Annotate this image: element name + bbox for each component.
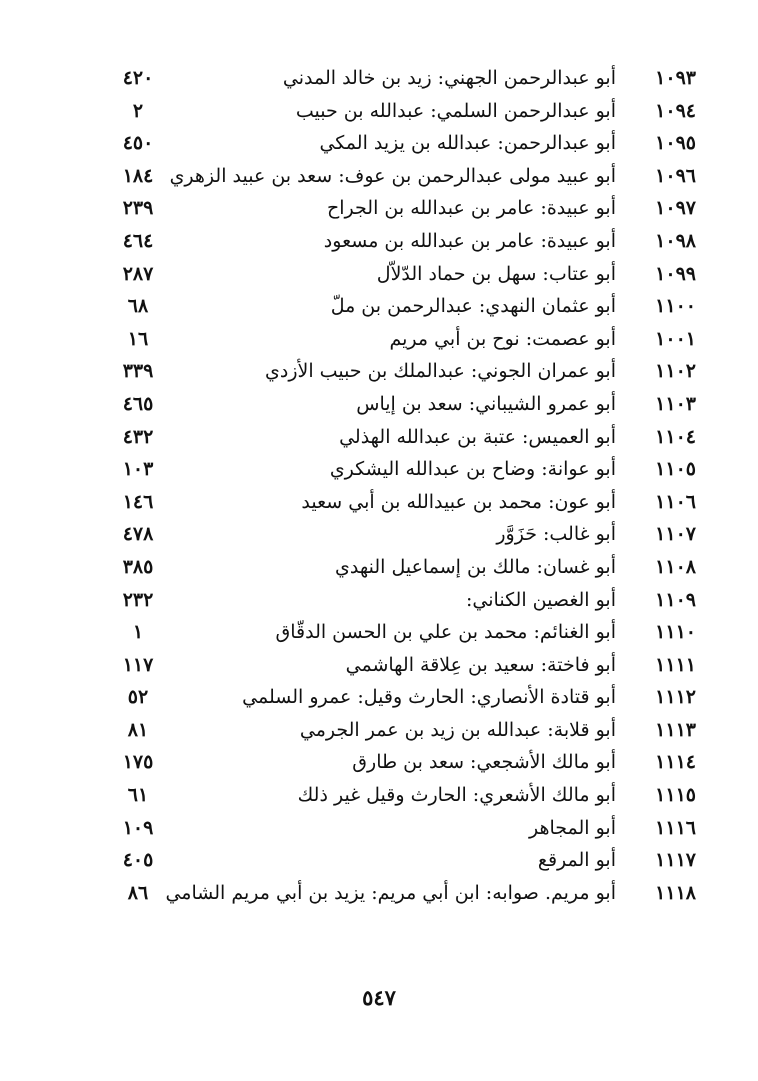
entry-number: ١١٠٢ xyxy=(655,360,696,383)
index-row xyxy=(0,225,758,258)
index-row xyxy=(0,746,758,779)
page-number: ٥٤٧ xyxy=(362,985,396,1010)
index-row xyxy=(0,323,758,356)
index-row xyxy=(0,584,758,617)
entry-number: ١٠٩٣ xyxy=(655,67,696,89)
page-reference: ٤٦٥ xyxy=(122,392,154,415)
page-reference: ١٦ xyxy=(127,327,149,350)
entry-number: ١١١٦ xyxy=(655,816,696,839)
entry-number: ١٠٩٨ xyxy=(655,229,696,252)
entry-number: ١١٠٨ xyxy=(655,555,696,578)
index-row xyxy=(0,355,758,388)
entry-number: ١١٠٤ xyxy=(655,425,696,448)
entry-text: أبو عبدالرحمن الجهني: زيد بن خالد المدني xyxy=(282,67,616,89)
index-row xyxy=(0,812,758,845)
index-row xyxy=(0,388,758,421)
entry-number: ١١١٥ xyxy=(655,784,696,807)
index-row xyxy=(0,127,758,160)
index-row xyxy=(0,779,758,812)
entry-text: أبو العميس: عتبة بن عبدالله الهذلي xyxy=(339,425,616,448)
entry-number: ١١١٠ xyxy=(655,621,696,644)
page-reference: ٤٢٠ xyxy=(122,67,154,89)
page-reference: ٢٣٢ xyxy=(122,588,154,611)
page-reference: ٤٥٠ xyxy=(122,132,154,155)
entry-number: ١١١١ xyxy=(655,653,696,676)
index-row xyxy=(0,844,758,877)
entry-text: أبو مريم. صوابه: ابن أبي مريم: يزيد بن أبي مريم الشامي xyxy=(165,881,616,904)
index-row xyxy=(0,95,758,128)
entry-number: ١٠٩٥ xyxy=(655,132,696,155)
entry-text: أبو غالب: حَزَوَّر xyxy=(496,523,616,546)
entry-text: أبو مالك الأشعري: الحارث وقيل غير ذلك xyxy=(297,784,616,807)
entry-number: ١٠٠١ xyxy=(655,327,696,350)
page-reference: ١٧٥ xyxy=(122,751,154,774)
entry-number: ١١٠٣ xyxy=(655,392,696,415)
entry-text: أبو عون: محمد بن عبيدالله بن أبي سعيد xyxy=(301,490,616,513)
entry-text: أبو المرقع xyxy=(537,849,616,872)
entry-number: ١٠٩٩ xyxy=(655,262,696,285)
page-reference: ١١٧ xyxy=(122,653,154,676)
entry-number: ١١١٢ xyxy=(655,686,696,709)
page-reference: ٤٦٤ xyxy=(122,229,154,252)
entry-text: أبو فاختة: سعيد بن عِلاقة الهاشمي xyxy=(345,653,616,676)
entry-number: ١١١٨ xyxy=(655,881,696,904)
entry-text: أبو عمران الجوني: عبدالملك بن حبيب الأزدي xyxy=(265,360,616,383)
entry-number: ١١٠٩ xyxy=(655,588,696,611)
index-row xyxy=(0,551,758,584)
page-reference: ١ xyxy=(132,621,144,644)
index-row xyxy=(0,421,758,454)
index-row xyxy=(0,453,758,486)
index-row xyxy=(0,486,758,519)
entry-text: أبو عبدالرحمن السلمي: عبدالله بن حبيب xyxy=(295,99,616,122)
entry-text: أبو مالك الأشجعي: سعد بن طارق xyxy=(352,751,616,774)
entry-text: أبو الغصين الكناني: xyxy=(466,588,616,611)
page-reference: ٥٢ xyxy=(127,686,149,709)
page-reference: ١٤٦ xyxy=(122,490,154,513)
entry-text: أبو عبيدة: عامر بن عبدالله بن مسعود xyxy=(323,229,616,252)
entry-text: أبو عتاب: سهل بن حماد الدّلاّل xyxy=(376,262,616,285)
index-row xyxy=(0,681,758,714)
index-row xyxy=(0,616,758,649)
index-row xyxy=(0,290,758,323)
page-reference: ٤٧٨ xyxy=(122,523,154,546)
entry-text: أبو عثمان النهدي: عبدالرحمن بن ملّ xyxy=(330,295,616,318)
entry-text: أبو عبدالرحمن: عبدالله بن يزيد المكي xyxy=(319,132,616,155)
entry-text: أبو عمرو الشيباني: سعد بن إياس xyxy=(356,392,616,415)
page-reference: ١٠٩ xyxy=(122,816,154,839)
entry-text: أبو عوانة: وضاح بن عبدالله اليشكري xyxy=(329,458,616,481)
page-reference: ٤٣٢ xyxy=(122,425,154,448)
page-reference: ٢٨٧ xyxy=(122,262,154,285)
page-reference: ٣٨٥ xyxy=(122,555,154,578)
entry-number: ١١٠٠ xyxy=(655,295,696,318)
index-row xyxy=(0,160,758,193)
entry-text: أبو عبيد مولى عبدالرحمن بن عوف: سعد بن عبيد الزهري xyxy=(169,164,616,187)
entry-number: ١٠٩٧ xyxy=(655,197,696,220)
page-reference: ٢٣٩ xyxy=(122,197,154,220)
entry-number: ١٠٩٤ xyxy=(655,99,696,122)
name-index-list xyxy=(0,62,758,909)
entry-text: أبو المجاهر xyxy=(528,816,616,839)
index-row xyxy=(0,649,758,682)
index-row xyxy=(0,518,758,551)
entry-text: أبو عبيدة: عامر بن عبدالله بن الجراح xyxy=(327,197,616,220)
entry-number: ١٠٩٦ xyxy=(655,164,696,187)
entry-number: ١١١٧ xyxy=(655,849,696,872)
index-row xyxy=(0,62,758,95)
page-reference: ١٠٣ xyxy=(122,458,154,481)
page-reference: ٣٣٩ xyxy=(122,360,154,383)
entry-number: ١١٠٧ xyxy=(655,523,696,546)
entry-text: أبو غسان: مالك بن إسماعيل النهدي xyxy=(335,555,616,578)
page-reference: ٤٠٥ xyxy=(122,849,154,872)
entry-number: ١١٠٦ xyxy=(655,490,696,513)
page-reference: ٦١ xyxy=(127,784,149,807)
entry-text: أبو قتادة الأنصاري: الحارث وقيل: عمرو السلمي xyxy=(242,686,616,709)
entry-number: ١١٠٥ xyxy=(655,458,696,481)
entry-number: ١١١٤ xyxy=(655,751,696,774)
entry-text: أبو عصمت: نوح بن أبي مريم xyxy=(389,327,616,350)
page-reference: ١٨٤ xyxy=(122,164,154,187)
page-reference: ٦٨ xyxy=(127,295,149,318)
entry-text: أبو قلابة: عبدالله بن زيد بن عمر الجرمي xyxy=(299,718,616,741)
page-reference: ٨١ xyxy=(127,718,149,741)
index-row xyxy=(0,877,758,910)
index-row xyxy=(0,258,758,291)
index-row xyxy=(0,192,758,225)
page-reference: ٢ xyxy=(132,99,144,122)
index-row xyxy=(0,714,758,747)
entry-number: ١١١٣ xyxy=(655,718,696,741)
entry-text: أبو الغنائم: محمد بن علي بن الحسن الدقّاق xyxy=(275,621,616,644)
page-reference: ٨٦ xyxy=(127,881,149,904)
